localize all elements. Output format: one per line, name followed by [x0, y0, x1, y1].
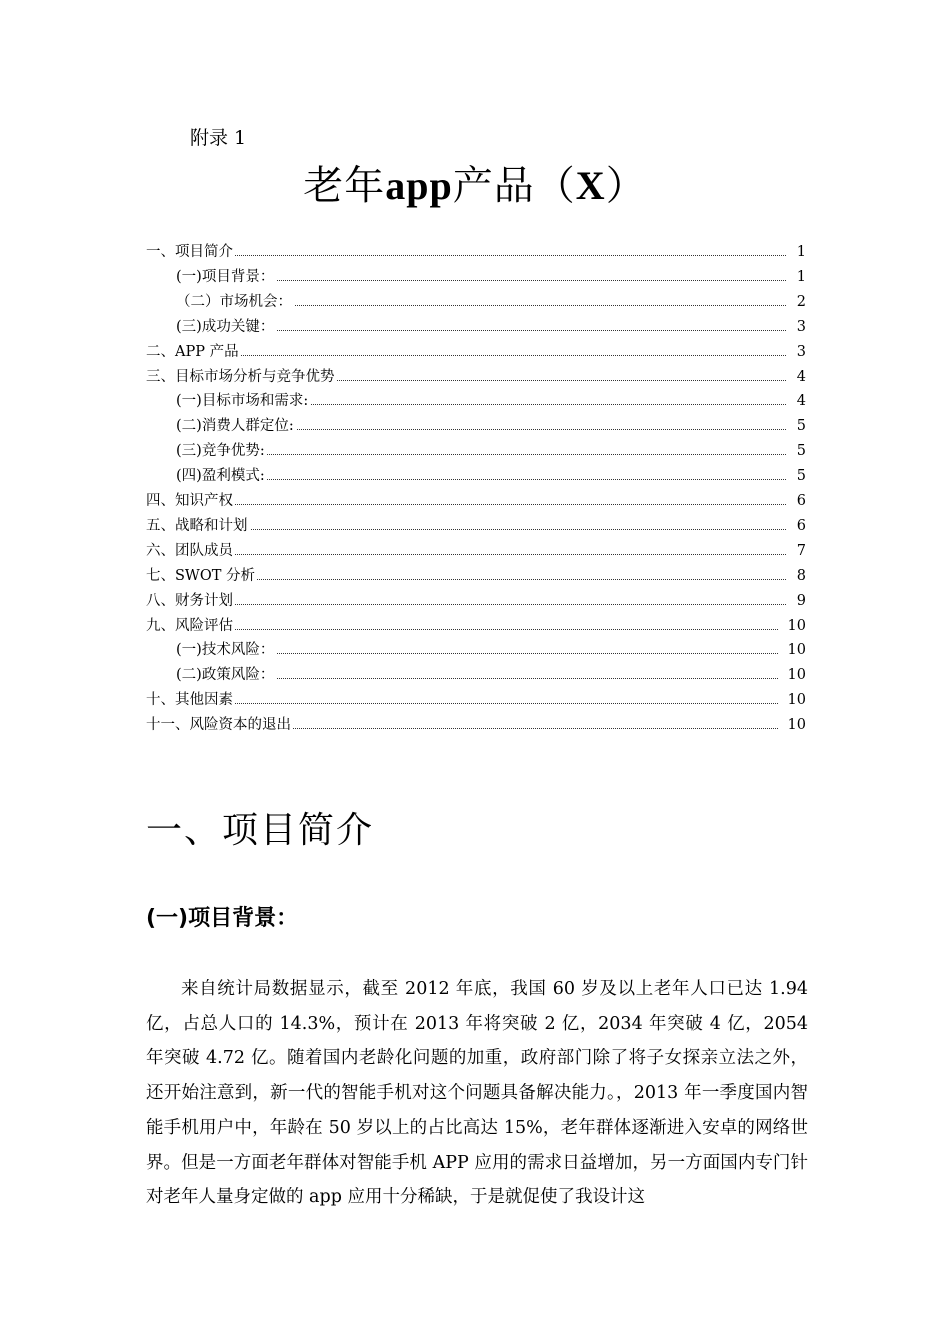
toc-entry[interactable]	[0, 514, 950, 539]
toc-entry-page-number: 5	[796, 468, 806, 485]
toc-entry-page-number: 4	[796, 393, 806, 410]
title-part-1: 老年	[303, 163, 386, 209]
toc-entry-page-number: 5	[796, 443, 806, 460]
appendix-label: 附录 1	[190, 127, 247, 149]
toc-entry[interactable]	[0, 439, 950, 464]
subsection-heading: (一)项目背景：	[146, 906, 299, 931]
toc-entry-label: 十、其他因素	[146, 688, 235, 713]
section-heading: 一、项目简介	[146, 810, 375, 851]
toc-leader-dots	[146, 355, 786, 356]
toc-entry-page-number: 3	[796, 343, 806, 360]
toc-entry-page-number: 1	[796, 268, 806, 285]
toc-entry-label: 六、团队成员	[146, 539, 235, 564]
toc-entry-label: (一)项目背景：	[176, 265, 276, 290]
toc-entry[interactable]	[0, 464, 950, 489]
toc-entry-label: (三)竞争优势:	[176, 439, 267, 464]
toc-entry-label: （二）市场机会：	[176, 290, 294, 315]
toc-leader-dots	[146, 629, 778, 630]
toc-entry-label: 一、项目简介	[146, 240, 235, 265]
toc-entry-label: 五、战略和计划	[146, 514, 250, 539]
toc-leader-dots	[146, 703, 778, 704]
toc-entry[interactable]	[0, 663, 950, 688]
toc-entry-page-number: 7	[796, 542, 806, 559]
toc-entry-page-number: 9	[796, 592, 806, 609]
toc-entry-page-number: 1	[796, 244, 806, 260]
toc-leader-dots	[146, 604, 786, 605]
toc-entry[interactable]	[0, 365, 950, 390]
toc-entry[interactable]	[0, 265, 950, 290]
toc-entry[interactable]	[0, 340, 950, 365]
toc-entry-label: (三)成功关键：	[176, 315, 276, 340]
toc-entry[interactable]	[0, 713, 950, 738]
toc-entry-page-number: 10	[787, 667, 806, 684]
toc-entry[interactable]	[0, 414, 950, 439]
toc-entry-label: 三、目标市场分析与竞争优势	[146, 365, 337, 390]
toc-entry-label: 八、财务计划	[146, 589, 235, 614]
title-part-4: X	[575, 163, 606, 208]
toc-entry-label: 九、风险评估	[146, 614, 235, 639]
toc-entry[interactable]	[0, 589, 950, 614]
toc-entry[interactable]	[0, 315, 950, 340]
toc-entry-label: 四、知识产权	[146, 489, 235, 514]
document-title	[0, 158, 950, 214]
toc-entry-label: (四)盈利模式:	[176, 464, 267, 489]
toc-entry-label: (二)消费人群定位:	[176, 414, 296, 439]
toc-entry[interactable]	[0, 688, 950, 713]
toc-entry[interactable]	[0, 240, 950, 265]
toc-entry-page-number: 10	[787, 617, 806, 634]
toc-entry[interactable]	[0, 389, 950, 414]
toc-entry-page-number: 6	[796, 517, 806, 534]
title-part-2: app	[385, 163, 453, 208]
toc-entry-page-number: 10	[787, 642, 806, 659]
toc-entry-page-number: 2	[796, 293, 806, 310]
toc-entry[interactable]	[0, 638, 950, 663]
toc-entry[interactable]	[0, 539, 950, 564]
toc-entry-page-number: 8	[796, 567, 806, 584]
toc-entry-label: (一)目标市场和需求:	[176, 389, 310, 414]
toc-leader-dots	[176, 454, 786, 455]
toc-entry-page-number: 6	[796, 493, 806, 509]
title-part-3: 产品（	[452, 163, 576, 209]
toc-leader-dots	[176, 479, 786, 480]
toc-entry[interactable]	[0, 614, 950, 639]
toc-entry-label: 十一、风险资本的退出	[146, 713, 293, 738]
toc-entry-page-number: 3	[796, 318, 806, 335]
toc-entry-label: 七、SWOT 分析	[146, 564, 257, 589]
toc-entry[interactable]	[0, 564, 950, 589]
toc-entry-label: 二、APP 产品	[146, 340, 241, 365]
toc-leader-dots	[146, 554, 786, 555]
toc-entry-page-number: 4	[796, 368, 806, 385]
toc-entry-page-number: 10	[787, 717, 806, 734]
body-paragraph: 来自统计局数据显示，截至 2012 年底，我国 60 岁及以上老年人口已达 1.94 亿，占总人口的 14.3%，预计在 2013 年将突破 2 亿，2034 年突破 4 亿，2054 年突破 4.72 亿。随着国内老龄化问题的加重，政府部门除了将子女探亲立法之外，还开始注意到，新一代的智能手机对这个问题具备解决能力。，2013 年一季度国内智能手机用户中，年龄在 50 岁以上的占比高达 15%，老年群体逐渐进入安卓的网络世界。但是一方面老年群体对智能手机 APP 应用的需求日益增加，另一方面国内专门针对老年人量身定做的 app 应用十分稀缺，于是就促使了我设计这	[146, 979, 808, 1208]
toc-leader-dots	[146, 255, 786, 256]
toc-entry-label: (一)技术风险：	[176, 638, 276, 663]
toc-entry-label: (二)政策风险：	[176, 663, 276, 688]
toc-leader-dots	[146, 504, 786, 505]
toc-entry[interactable]	[0, 489, 950, 514]
title-part-5: ）	[605, 163, 647, 209]
toc-entry-page-number: 5	[796, 418, 806, 435]
toc-entry[interactable]	[0, 290, 950, 315]
toc-entry-page-number: 10	[787, 692, 806, 709]
